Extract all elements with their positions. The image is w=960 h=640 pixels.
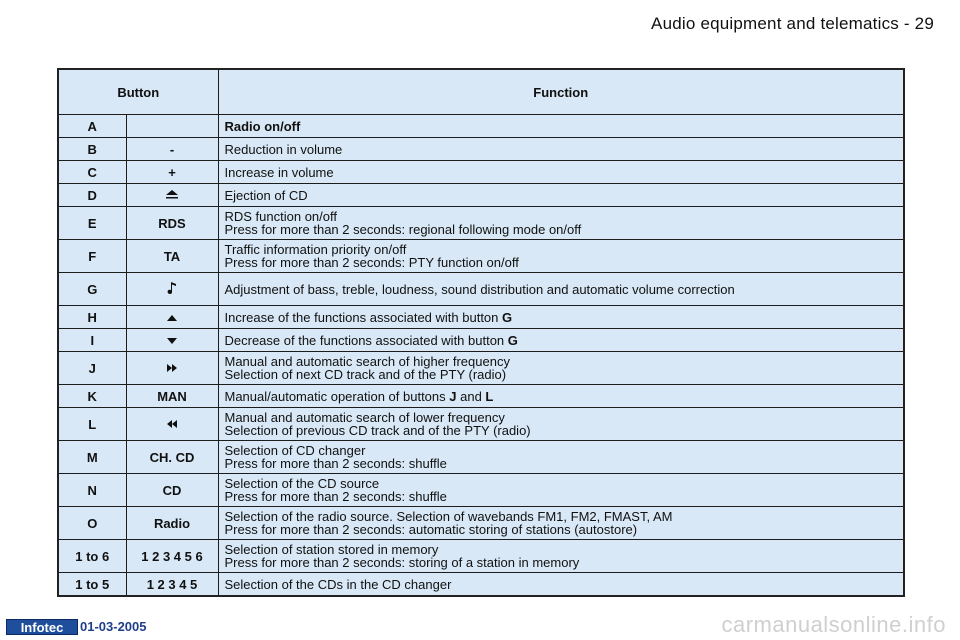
button-key: L bbox=[58, 408, 126, 441]
function-line: Selection of the CD source bbox=[224, 476, 380, 491]
button-key: C bbox=[58, 161, 126, 184]
function-line: Adjustment of bass, treble, loudness, sound distribution and automatic volume correction bbox=[224, 281, 735, 297]
button-symbol: MAN bbox=[126, 385, 218, 408]
arrow-down-icon bbox=[166, 334, 178, 347]
table-body bbox=[58, 115, 904, 597]
button-symbol: CH. CD bbox=[126, 441, 218, 474]
button-symbol: Radio bbox=[126, 507, 218, 540]
button-symbol bbox=[126, 408, 218, 441]
button-key: O bbox=[58, 507, 126, 540]
function-description bbox=[218, 184, 904, 207]
page-title: Audio equipment and telematics - 29 bbox=[651, 14, 934, 33]
header-function: Function bbox=[218, 69, 904, 115]
function-line: Traffic information priority on/off bbox=[224, 242, 407, 257]
header-button: Button bbox=[58, 69, 218, 115]
function-line: Press for more than 2 seconds: storing of a station in memory bbox=[224, 555, 580, 570]
music-note-icon bbox=[166, 281, 178, 297]
button-key: J bbox=[58, 352, 126, 385]
button-key: A bbox=[58, 115, 126, 138]
button-reference: J bbox=[449, 388, 457, 404]
function-description bbox=[218, 306, 904, 329]
function-line: Ejection of CD bbox=[224, 187, 308, 203]
table-row bbox=[58, 115, 904, 138]
table-row bbox=[58, 138, 904, 161]
button-symbol: - bbox=[126, 138, 218, 161]
button-key: 1 to 6 bbox=[58, 540, 126, 573]
function-description bbox=[218, 385, 904, 408]
function-line bbox=[225, 390, 898, 403]
fast-forward-icon bbox=[166, 362, 178, 375]
function-description bbox=[218, 474, 904, 507]
button-symbol: 1 2 3 4 5 bbox=[126, 573, 218, 597]
rewind-icon bbox=[166, 418, 178, 431]
table-row bbox=[58, 306, 904, 329]
button-symbol: CD bbox=[126, 474, 218, 507]
table-row bbox=[58, 507, 904, 540]
function-description bbox=[218, 408, 904, 441]
function-line bbox=[225, 311, 898, 324]
button-key: D bbox=[58, 184, 126, 207]
function-line: Press for more than 2 seconds: automatic storing of stations (autostore) bbox=[224, 522, 638, 537]
arrow-up-icon bbox=[166, 311, 178, 324]
table-row bbox=[58, 573, 904, 597]
function-description bbox=[218, 540, 904, 573]
button-key: 1 to 5 bbox=[58, 573, 126, 597]
function-line: Press for more than 2 seconds: shuffle bbox=[224, 489, 447, 504]
watermark: carmanualsonline.info bbox=[721, 612, 946, 637]
function-line bbox=[225, 334, 898, 347]
function-description bbox=[218, 573, 904, 597]
function-description bbox=[218, 240, 904, 273]
function-line: Increase in volume bbox=[224, 164, 334, 180]
function-line: Press for more than 2 seconds: regional following mode on/off bbox=[224, 222, 582, 237]
function-line: Selection of the radio source. Selection of wavebands FM1, FM2, FMAST, AM bbox=[224, 509, 673, 524]
function-line: Selection of next CD track and of the PTY (radio) bbox=[224, 367, 507, 382]
function-line: Press for more than 2 seconds: shuffle bbox=[224, 456, 447, 471]
footer-date: 01-03-2005 bbox=[80, 619, 147, 634]
button-symbol bbox=[126, 115, 218, 138]
button-symbol: RDS bbox=[126, 207, 218, 240]
function-line: RDS function on/off bbox=[224, 209, 337, 224]
function-description bbox=[218, 329, 904, 352]
table bbox=[57, 68, 905, 597]
button-key: N bbox=[58, 474, 126, 507]
function-description bbox=[218, 138, 904, 161]
button-key: G bbox=[58, 273, 126, 306]
function-description bbox=[218, 507, 904, 540]
table-row bbox=[58, 161, 904, 184]
function-line: Press for more than 2 seconds: PTY function on/off bbox=[224, 255, 519, 270]
function-line: Manual and automatic search of lower frequency bbox=[224, 410, 505, 425]
table-row bbox=[58, 273, 904, 306]
button-symbol bbox=[126, 306, 218, 329]
function-description bbox=[218, 207, 904, 240]
table-row bbox=[58, 352, 904, 385]
function-description bbox=[218, 161, 904, 184]
button-key: F bbox=[58, 240, 126, 273]
button-symbol: 1 2 3 4 5 6 bbox=[126, 540, 218, 573]
button-symbol: TA bbox=[126, 240, 218, 273]
button-symbol: + bbox=[126, 161, 218, 184]
function-text: Manual/automatic operation of buttons bbox=[224, 388, 450, 404]
button-symbol bbox=[126, 184, 218, 207]
table-row bbox=[58, 441, 904, 474]
button-key: I bbox=[58, 329, 126, 352]
function-description bbox=[218, 273, 904, 306]
function-text: and bbox=[456, 388, 486, 404]
button-key: B bbox=[58, 138, 126, 161]
function-line: Selection of station stored in memory bbox=[224, 542, 439, 557]
button-key: E bbox=[58, 207, 126, 240]
function-line: Reduction in volume bbox=[224, 141, 343, 157]
table-row bbox=[58, 408, 904, 441]
table-row bbox=[58, 540, 904, 573]
function-text: Increase of the functions associated with button bbox=[224, 309, 503, 325]
table-row bbox=[58, 385, 904, 408]
button-reference: G bbox=[507, 332, 518, 348]
function-description bbox=[218, 441, 904, 474]
infotec-logo: Infotec bbox=[6, 619, 78, 635]
function-description bbox=[218, 352, 904, 385]
eject-icon bbox=[164, 189, 180, 202]
button-key: H bbox=[58, 306, 126, 329]
table-row bbox=[58, 329, 904, 352]
table-row bbox=[58, 240, 904, 273]
button-symbol bbox=[126, 273, 218, 306]
button-key: K bbox=[58, 385, 126, 408]
button-key: M bbox=[58, 441, 126, 474]
function-line: Selection of previous CD track and of the PTY (radio) bbox=[224, 423, 531, 438]
button-reference: L bbox=[485, 388, 494, 404]
function-line: Selection of CD changer bbox=[224, 443, 366, 458]
button-symbol bbox=[126, 329, 218, 352]
button-symbol bbox=[126, 352, 218, 385]
table-row bbox=[58, 184, 904, 207]
table-row bbox=[58, 474, 904, 507]
function-line: Selection of the CDs in the CD changer bbox=[224, 576, 452, 592]
button-function-table bbox=[57, 68, 905, 597]
function-line: Manual and automatic search of higher frequency bbox=[224, 354, 510, 369]
table-row bbox=[58, 207, 904, 240]
table-header-row bbox=[58, 69, 904, 115]
button-reference: G bbox=[502, 309, 513, 325]
function-line: Radio on/off bbox=[224, 118, 301, 134]
function-text: Decrease of the functions associated with button bbox=[224, 332, 508, 348]
function-description bbox=[218, 115, 904, 138]
